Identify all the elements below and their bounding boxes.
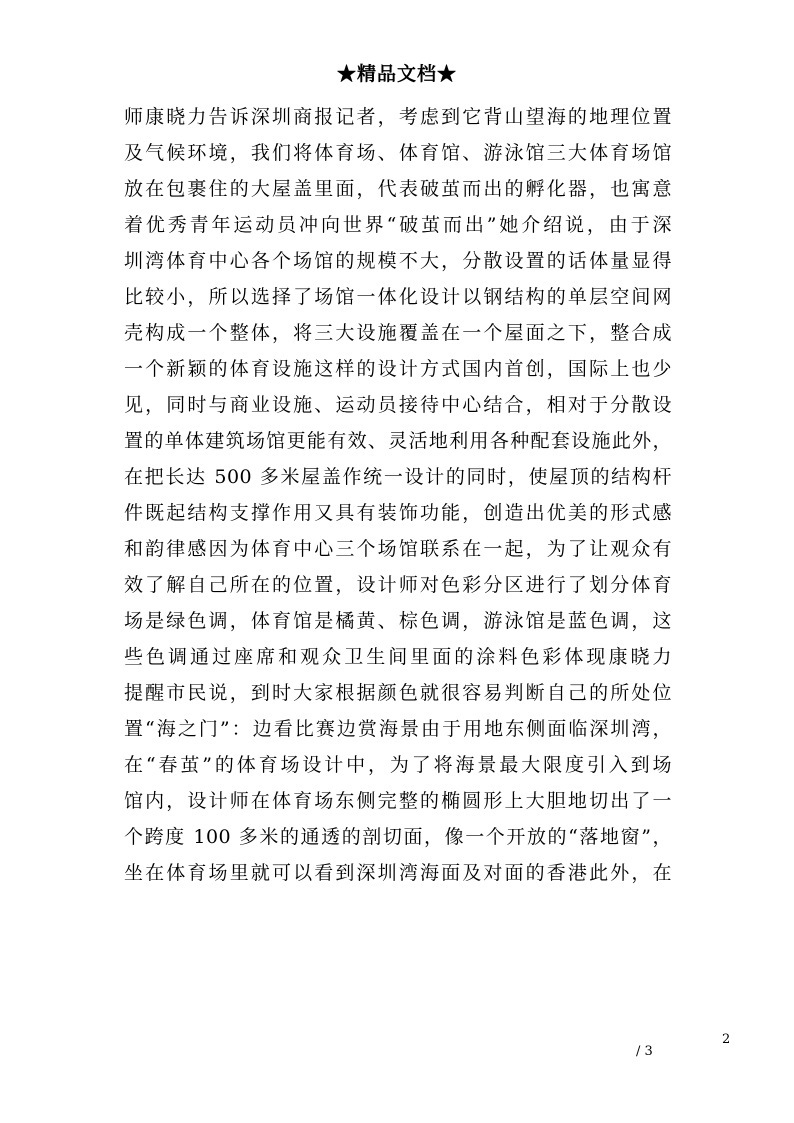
body-line: 比较小，所以选择了场馆一体化设计以钢结构的单层空间网 xyxy=(124,286,672,308)
body-line: 和韵律感因为体育中心三个场馆联系在一起，为了让观众有 xyxy=(124,538,672,560)
body-line: 放在包裹住的大屋盖里面，代表破茧而出的孵化器，也寓意 xyxy=(124,178,672,200)
body-line: 提醒市民说，到时大家根据颜色就很容易判断自己的所处位 xyxy=(124,682,672,704)
body-line: 置“海之门”：边看比赛边赏海景由于用地东侧面临深圳湾， xyxy=(124,718,672,740)
body-line: 效了解自己所在的位置，设计师对色彩分区进行了划分体育 xyxy=(124,574,672,596)
body-line: 在把长达 500 多米屋盖作统一设计的同时，使屋顶的结构杆 xyxy=(124,466,672,488)
body-line: 在“春茧”的体育场设计中，为了将海景最大限度引入到场 xyxy=(124,754,672,776)
document-body xyxy=(124,99,672,891)
page-number: 2 xyxy=(722,1032,731,1047)
body-line: 着优秀青年运动员冲向世界“破茧而出”她介绍说，由于深 xyxy=(124,214,672,236)
body-line: 个跨度 100 多米的通透的剖切面，像一个开放的“落地窗”， xyxy=(124,826,672,848)
document-header-title: ★精品文档★ xyxy=(336,63,457,85)
body-line: 一个新颖的体育设施这样的设计方式国内首创，国际上也少 xyxy=(124,358,672,380)
body-line: 件既起结构支撑作用又具有装饰功能，创造出优美的形式感 xyxy=(124,502,672,524)
body-line: 些色调通过座席和观众卫生间里面的涂料色彩体现康晓力 xyxy=(124,646,672,668)
body-line: 壳构成一个整体，将三大设施覆盖在一个屋面之下，整合成 xyxy=(124,322,672,344)
body-line: 圳湾体育中心各个场馆的规模不大，分散设置的话体量显得 xyxy=(124,250,672,272)
body-line: 见，同时与商业设施、运动员接待中心结合，相对于分散设 xyxy=(124,394,672,416)
body-line: 置的单体建筑场馆更能有效、灵活地利用各种配套设施此外， xyxy=(124,430,672,452)
body-line: 馆内，设计师在体育场东侧完整的椭圆形上大胆地切出了一 xyxy=(124,790,672,812)
body-line: 场是绿色调，体育馆是橘黄、棕色调，游泳馆是蓝色调，这 xyxy=(124,610,672,632)
body-line: 及气候环境，我们将体育场、体育馆、游泳馆三大体育场馆 xyxy=(124,142,672,164)
body-line: 坐在体育场里就可以看到深圳湾海面及对面的香港此外，在 xyxy=(124,862,672,884)
page-total: / 3 xyxy=(636,1044,653,1059)
body-line: 师康晓力告诉深圳商报记者，考虑到它背山望海的地理位置 xyxy=(124,106,672,128)
